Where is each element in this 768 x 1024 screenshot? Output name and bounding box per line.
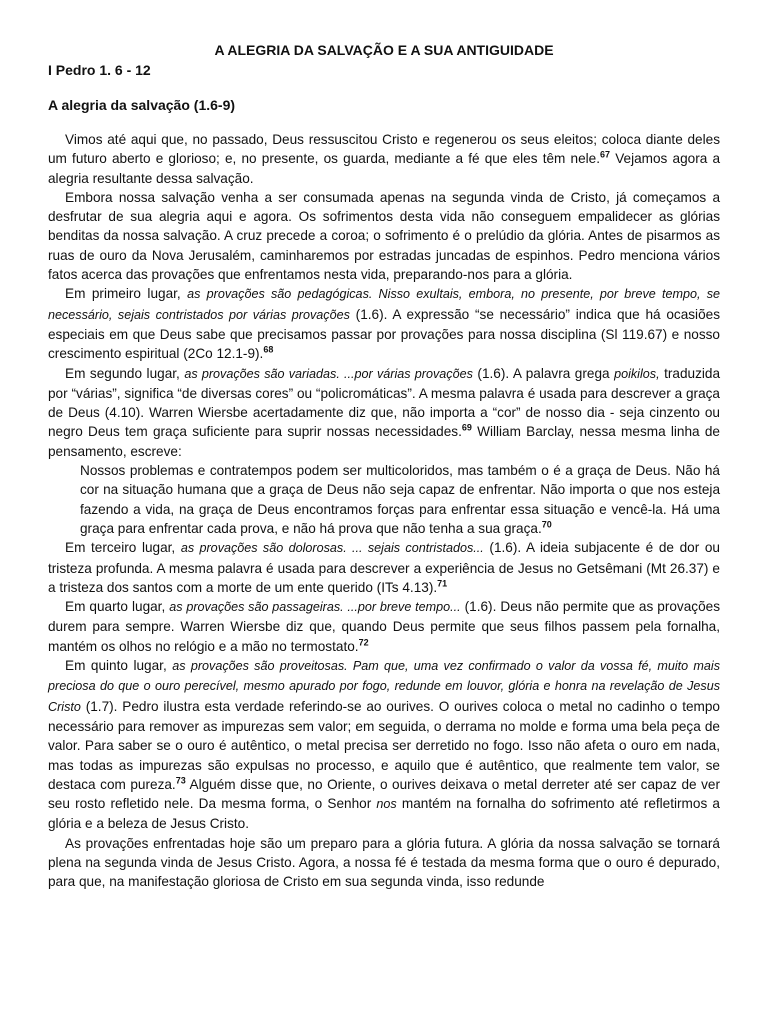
paragraph	[48, 284, 720, 363]
scripture-quote: as provações são variadas. ...por várias provações	[184, 366, 473, 381]
scripture-quote: as provações são proveitosas. Pam que, uma vez confirmado o valor da vossa fé, muito mais preciosa do que o ouro perecível, mesmo apurado por fogo, redunde em louvor, glória e honra na revelação de Jesus Cristo	[48, 659, 720, 714]
paragraph-text: Alguém disse que, no Oriente, o ourives deixava o metal derreter até ser capaz de ver seu rosto refletido nele. Da mesma forma, o Senhor	[48, 776, 721, 812]
paragraph-text: William Barclay, nessa mesma linha de pensamento, escreve:	[48, 424, 720, 459]
paragraph-text: (1.7). Pedro ilustra esta verdade referindo-se ao ourives. O ourives coloca o metal no cadinho o tempo necessário para remover as impurezas sem valor; em seguida, o derrama no molde e forma uma bela peça de valor. Para saber se o ouro é autêntico, o metal precisa ser derretido no fogo. Isso não afeta o ouro em nada, mas todas as impurezas são expulsas no processo, e aquilo que é autêntico, que realmente tem valor, se destaca com pureza.	[48, 698, 720, 792]
emphasis: nos	[376, 797, 397, 812]
paragraph-text: Em primeiro lugar,	[65, 286, 188, 302]
document-page	[48, 40, 720, 892]
footnote-marker: 68	[263, 344, 274, 355]
scripture-reference: I Pedro 1. 6 - 12	[48, 62, 151, 78]
paragraph	[48, 364, 720, 461]
paragraph-text: Em terceiro lugar,	[65, 540, 181, 556]
paragraph	[48, 538, 720, 597]
section-heading: A alegria da salvação (1.6-9)	[48, 97, 236, 113]
paragraph-text: Embora nossa salvação venha a ser consumada apenas na segunda vinda de Cristo, já começamos a desfrutar de sua alegria aqui e agora. Os sofrimentos desta vida não conseguem empalidecer as glórias benditas da nossa salvação. A cruz precede a coroa; o sofrimento é o prelúdio da glória. Antes de pisarmos as ruas de ouro da Nova Jerusalém, caminharemos por estradas juncadas de espinhos. Pedro menciona vários fatos acerca das provações que enfrentamos nesta vida, preparando-nos para a glória.	[48, 189, 720, 283]
paragraph-text: Vimos até aqui que, no passado, Deus ressuscitou Cristo e regenerou os seus eleitos; coloca diante deles um futuro aberto e glorioso; e, no presente, os guarda, mediante a fé que eles têm nele.	[48, 132, 720, 167]
paragraph	[48, 834, 720, 892]
footnote-marker: 73	[175, 775, 186, 786]
scripture-quote: as provações são dolorosas. ... sejais contristados...	[180, 541, 484, 556]
block-quote	[80, 461, 720, 538]
footnote-marker: 72	[358, 637, 369, 648]
scripture-quote: as provações são pedagógicas. Nisso exultais, embora, no presente, por breve tempo, se necessário, sejais contristados por várias provações	[48, 287, 720, 322]
document-title: A ALEGRIA DA SALVAÇÃO E A SUA ANTIGUIDADE	[214, 42, 554, 58]
footnote-marker: 67	[600, 149, 611, 160]
paragraph	[48, 130, 720, 188]
paragraph-text: (1.6). A palavra grega	[472, 365, 615, 381]
paragraph-text: (1.6). A expressão “se necessário” indica que há ocasiões especiais em que Deus sabe que precisamos passar por provações para nossa disciplina (Sl 119.67) e nosso crescimento espiritual (2Co 12.1-9).	[48, 306, 720, 362]
paragraph-text: Em segundo lugar,	[65, 365, 185, 381]
scripture-quote: as provações são passageiras. ...por breve tempo...	[169, 600, 461, 615]
greek-term: poikilos,	[614, 366, 660, 381]
paragraph-text: mantém na fornalha do sofrimento até refletirmos a glória e a beleza de Jesus Cristo.	[48, 796, 720, 832]
paragraph-text: (1.6). A ideia subjacente é de dor ou tristeza profunda. A mesma palavra é usada para descrever a experiência de Jesus no Getsêmani (Mt 26.37) e a tristeza dos santos com a morte de um ente querido (ITs 4.13).	[48, 540, 720, 595]
paragraph-text: (1.6). Deus não permite que as provações durem para sempre. Warren Wiersbe diz que, quando Deus permite que seus filhos passem pela fornalha, mantém os olhos no relógio e a mão no termostato.	[48, 599, 721, 654]
paragraph	[48, 597, 720, 656]
paragraph	[48, 656, 720, 834]
paragraph-text: Em quarto lugar,	[65, 599, 170, 615]
paragraph	[48, 188, 720, 284]
paragraph-text: Em quinto lugar,	[65, 658, 173, 674]
footnote-marker: 70	[541, 519, 552, 530]
paragraph-text: Vejamos agora a alegria resultante dessa salvação.	[48, 151, 721, 186]
paragraph-text: As provações enfrentadas hoje são um preparo para a glória futura. A glória da nossa salvação se tornará plena na segunda vinda de Jesus Cristo. Agora, a nossa fé é testada da mesma forma que o ouro é depurado, para que, na manifestação gloriosa de Cristo em sua segunda vinda, isso redunde	[48, 835, 720, 890]
footnote-marker: 71	[437, 578, 448, 589]
footnote-marker: 69	[461, 422, 472, 433]
quote-text: Nossos problemas e contratempos podem ser multicoloridos, mas também o é a graça de Deus. Não há cor na situação humana que a graça de Deus não seja capaz de enfrentar. Não importa o que nos esteja fazendo a vida, na graça de Deus encontramos forças para enfrentar essa situação e vencê-la. Há uma graça para enfrentar cada prova, e não há prova que não tenha a sua graça.	[80, 463, 720, 536]
paragraph-text: traduzida por “várias”, significa “de diversas cores” ou “policromáticas”. A mesma palavra é usada para descrever a graça de Deus (4.10). Warren Wiersbe acertadamente diz que, não importa a “cor” de nosso dia - seja cinzento ou negro Deus tem graça suficiente para suprir nossas necessidades.	[48, 365, 721, 440]
